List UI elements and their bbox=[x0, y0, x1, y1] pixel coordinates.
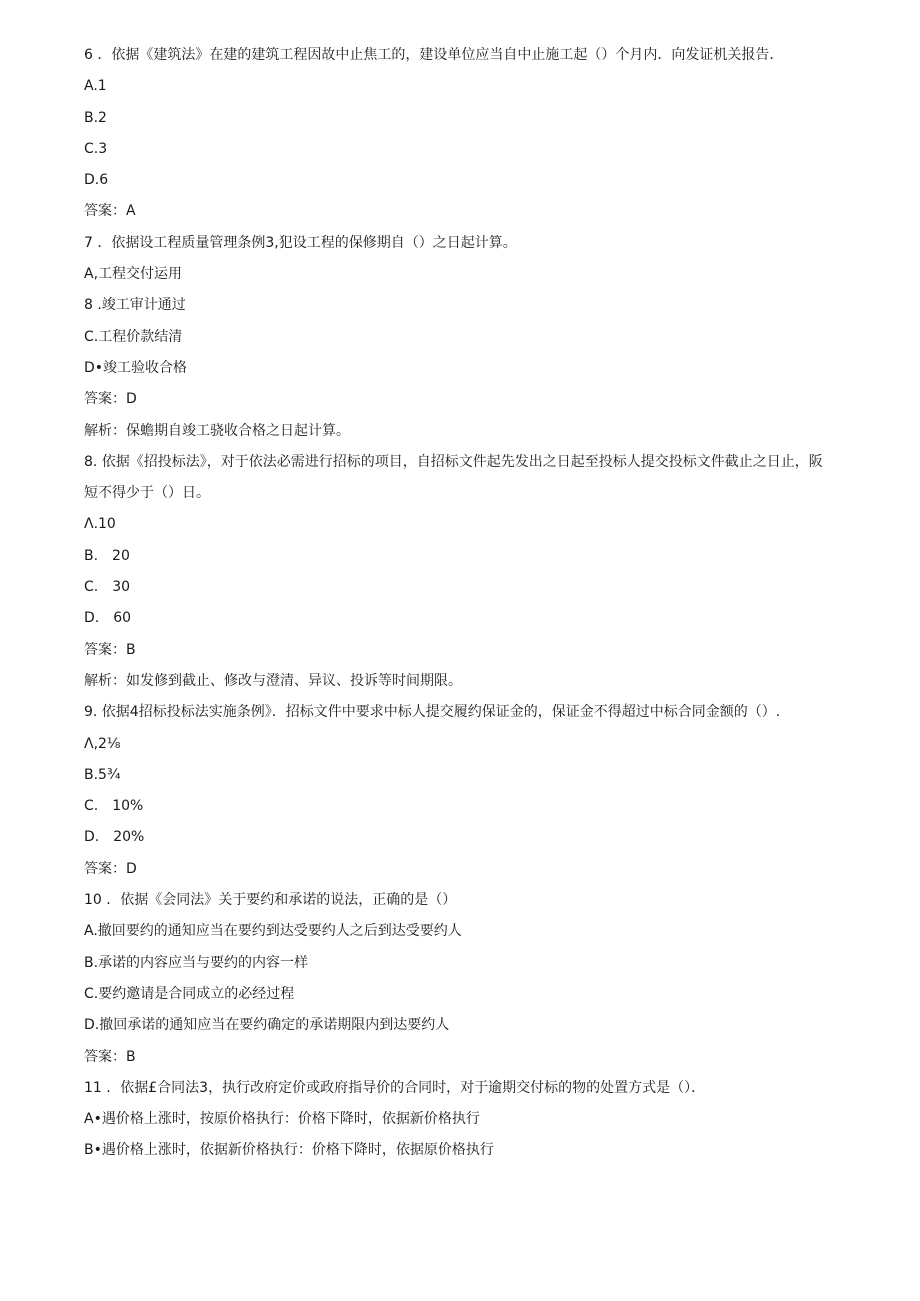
option-c: C. 10% bbox=[84, 798, 144, 815]
option-b: B.5¾ bbox=[84, 766, 121, 783]
option-a: A.撤回要约的通知应当在要约到达受要约人之后到达受要约人 bbox=[84, 923, 462, 940]
question-6: 6 ．依据《建筑法》在建的建筑工程因故中止焦工的，建设单位应当自中止施工起（）个月内．向发证机关报告． bbox=[84, 47, 784, 63]
analysis: 解析：保蟾期自竣工骁收合格之日起计算。 bbox=[84, 422, 350, 439]
option-a: A•遇价格上涨时，按原价格执行：价格下降时，依据新价格执行 bbox=[84, 1111, 480, 1128]
option-b: B. 20 bbox=[84, 547, 130, 564]
analysis: 解析：如发修到截止、修改与澄清、异议、投诉等时间期限。 bbox=[84, 672, 462, 689]
option-b: B.承诺的内容应当与要约的内容一样 bbox=[84, 954, 309, 971]
option-c: C.3 bbox=[84, 140, 108, 157]
answer: 答案：B bbox=[84, 641, 136, 658]
option-b: B.2 bbox=[84, 109, 107, 126]
option-c: C.要约邀请是合同成立的必经过程 bbox=[84, 985, 295, 1002]
answer: 答案：D bbox=[84, 391, 137, 408]
question-9: 9. 依据4招标投标法实施条例》．招标文件中要求中标人提交履约保证金的，保证金不得超过中标合同金额的（）. bbox=[84, 704, 781, 721]
question-10: 10 ．依据《会同法》关于要约和承诺的说法，正确的是（） bbox=[84, 892, 457, 909]
option-d: D•竣工验收合格 bbox=[84, 359, 188, 376]
option-a: A.1 bbox=[84, 78, 107, 95]
option-d: D.6 bbox=[84, 172, 109, 189]
question-11: 11 ．依据£合同法3，执行改府定价或政府指导价的合同时，对于逾期交付标的物的处置方式是（）． bbox=[84, 1079, 706, 1096]
option-a: A,工程交付运用 bbox=[84, 266, 183, 283]
option-d: D.撤回承诺的通知应当在要约确定的承诺期限内到达要约人 bbox=[84, 1017, 450, 1034]
question-8: 8. 依据《招投标法》，对于依法必需进行招标的项目，自招标文件起先发出之日起至投标人提交投标文件截止之日止，阪短不得少于（）日。 bbox=[84, 453, 823, 502]
option-d: D. 20% bbox=[84, 829, 145, 846]
answer: 答案：D bbox=[84, 860, 137, 877]
option-b: 8 .竣工审计通过 bbox=[84, 297, 186, 314]
answer: 答案：B bbox=[84, 1048, 136, 1065]
document-page bbox=[84, 40, 834, 1167]
option-c: C.工程价款结清 bbox=[84, 328, 183, 345]
answer: 答案：A bbox=[84, 203, 136, 220]
option-d: D. 60 bbox=[84, 610, 132, 627]
option-b: B•遇价格上涨时，依据新价格执行：价格下降时，依据原价格执行 bbox=[84, 1142, 494, 1159]
question-7: 7 ．依据设工程质量管理条例3,犯设工程的保修期自（）之日起计算。 bbox=[84, 234, 517, 251]
option-a: Λ.10 bbox=[84, 516, 116, 533]
option-c: C. 30 bbox=[84, 579, 131, 596]
option-a: Λ,2⅛ bbox=[84, 735, 121, 752]
